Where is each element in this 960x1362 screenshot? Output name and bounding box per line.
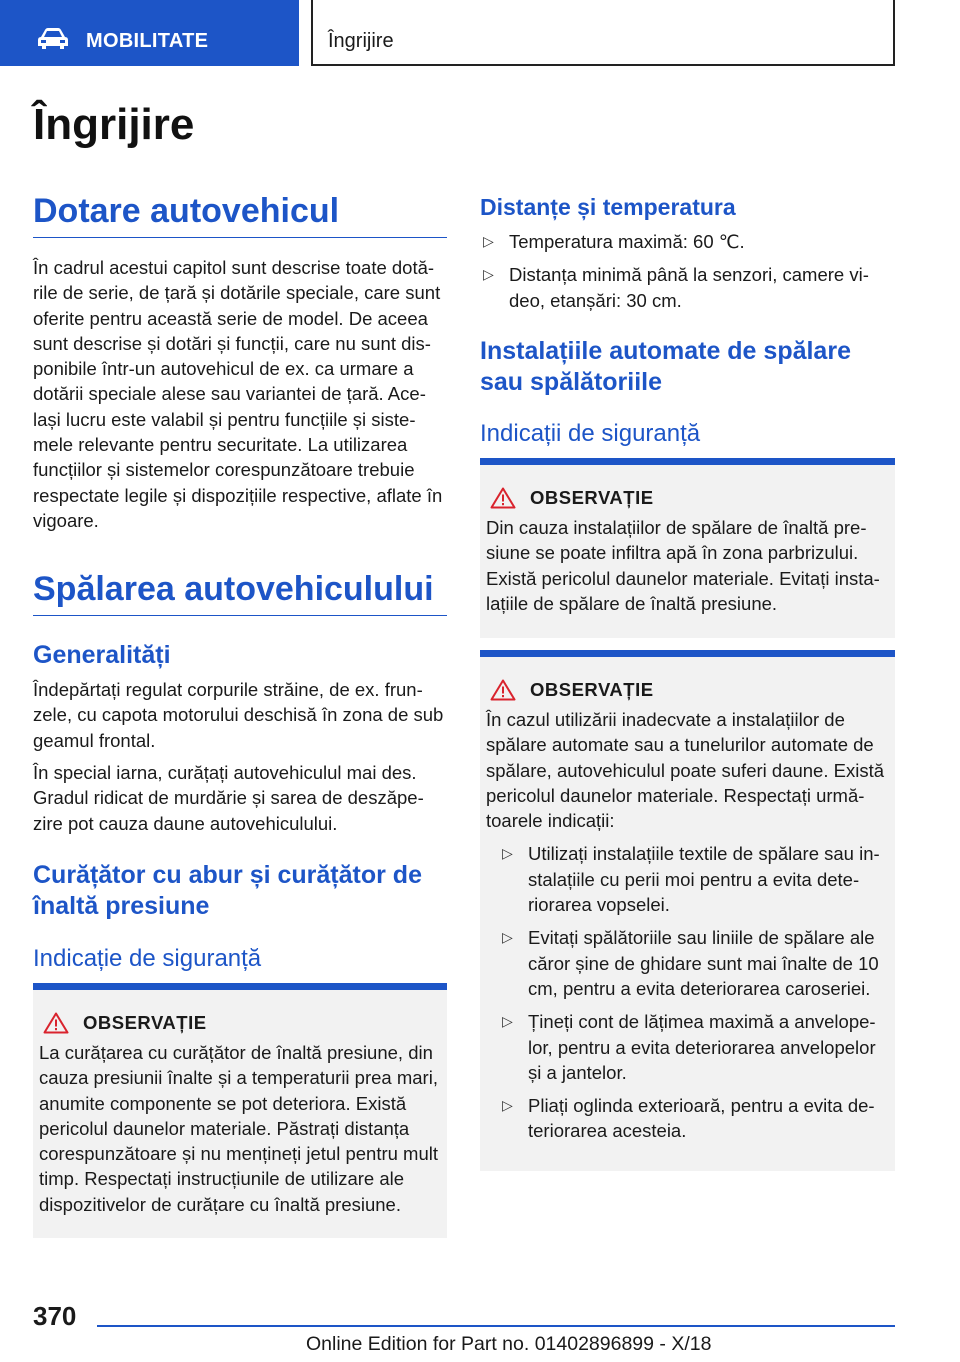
paragraph-dotare: În cadrul acestui capitol sunt descrise toate dotările de serie, de țară și dotările speciale, care sunt oferite pentru această serie de model. De aceea sunt descrise și dotări și funcții, care nu sunt disponibile într-un autovehicul de ex. ca urmare a dotării speciale alese sau variantei de țară. Același lucru este valabil și pentru funcțiile și sistemele relevante pentru securitate. La utilizarea funcțiilor și sistemelor corespunzătoare trebuie respectate legile și dispozițiile respective, aflate în vigoare. [33,257,443,531]
warning-title: OBSERVAȚIE [530,679,654,700]
triangle-bullet-icon: ▷ [502,1097,513,1114]
warning-header [39,1012,439,1034]
triangle-bullet-icon: ▷ [483,266,494,283]
warning-triangle-icon [490,487,516,509]
warning-triangle-icon [43,1012,69,1034]
triangle-bullet-icon: ▷ [502,929,513,946]
list-indicatii [499,841,887,1143]
list-item: ▷ Utilizați instalațiile textile de spălare sau instalațiile cu perii moi pentru a evita deteriorarea vopselei. [502,843,880,916]
warning-box-automate [480,650,895,1171]
list-item: ▷ Temperatura maximă: 60 ℃. [480,229,895,254]
warning-header [486,679,887,701]
warning-header [486,487,887,509]
warning-text: La curățarea cu curățător de înaltă presiune, din cauza presiunii înalte și a temperaturii prea mari, anumite componente se pot deteriora. Există pericolul daunelor materiale. Păstrați distanța corespunzătoare și nu mențineți jetul pentru mult timp. Respectați instrucțiunile de utilizare ale dispozitivelor de curățare cu înaltă presiune. [39,1042,438,1215]
heading-dotare: Dotare autovehicul [33,192,447,238]
triangle-bullet-icon: ▷ [502,1013,513,1030]
warning-text: În cazul utilizării inadecvate a instalațiilor de spălare automate sau a tunelurilor automate de spălare, autovehiculul poate suferi daune. Există pericolul daunelor materiale. Respectați următoarele indicații: [486,709,885,832]
warning-title: OBSERVAȚIE [83,1012,207,1033]
heading-indicatii: Indicații de siguranță [480,420,701,447]
heading-spalare: Spălarea autovehiculului [33,570,447,616]
triangle-bullet-icon: ▷ [502,845,513,862]
warning-box-presiune [480,458,895,638]
header-section-label: Îngrijire [328,30,394,52]
list-distante [480,229,895,313]
heading-generalitati: Generalități [33,641,171,669]
warning-box-curatator [33,983,447,1238]
list-item: ▷ Evitați spălătoriile sau liniile de spălare ale căror șine de ghidare sunt mai înalte de 10 cm, pentru a evita deteriorarea caroseriei. [502,927,879,999]
page-title: Îngrijire [33,100,195,149]
header-tab-label: MOBILITATE [86,30,209,52]
warning-triangle-icon [490,679,516,701]
header-tab-mobilitate[interactable] [0,0,299,66]
list-item: ▷ Pliați oglinda exterioară, pentru a evita deteriorarea acesteia. [502,1095,875,1142]
footer-edition-text: Online Edition for Part no. 01402896899 - X/18 [306,1333,712,1355]
list-item: ▷ Distanța minimă până la senzori, camere video, etanșări: 30 cm. [483,264,869,311]
car-icon [37,27,69,51]
warning-title: OBSERVAȚIE [530,487,654,508]
page-number: 370 [33,1301,77,1331]
footer-divider [97,1325,895,1327]
paragraph-generalitati-2: În special iarna, curățați autovehiculul mai des. Gradul ridicat de murdărie și sarea de deszăpezire pot cauza daune autovehiculului. [33,762,424,834]
triangle-bullet-icon: ▷ [483,233,494,249]
paragraph-generalitati-1: Îndepărtați regulat corpurile străine, de ex. frunzele, cu capota motorului deschisă în zona de sub geamul frontal. [33,679,444,751]
warning-text: Din cauza instalațiilor de spălare de înaltă presiune se poate infiltra apă în zona parbrizului. Există pericolul daunelor materiale. Evitați instalațiile de spălare de înaltă presiune. [486,517,880,614]
list-item: ▷ Țineți cont de lățimea maximă a anvelopelor, pentru a evita deteriorarea anvelopelor și a jantelor. [502,1011,876,1083]
heading-curatator: Curățător cu abur și curățător de înaltă presiune [33,861,422,920]
heading-instalatii: Instalațiile automate de spălare sau spălătoriile [480,337,851,396]
heading-indicatie: Indicație de siguranță [33,945,262,972]
heading-distante: Distanțe și temperatura [480,194,736,220]
header-section-box [311,0,895,66]
